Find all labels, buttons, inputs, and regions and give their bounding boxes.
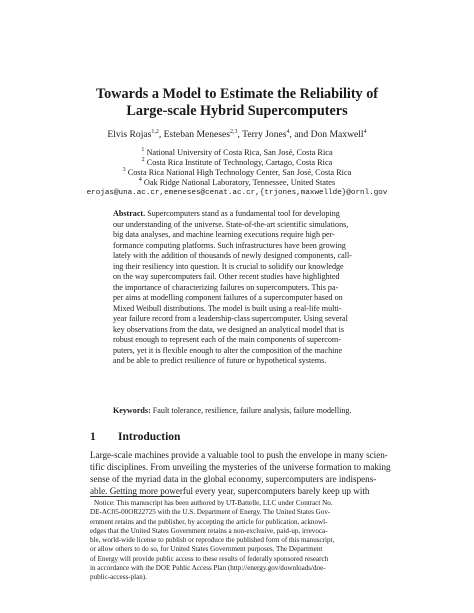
section-title: Introduction	[118, 431, 181, 443]
affiliation-line	[40, 168, 434, 178]
author-name: Don Maxwell	[310, 129, 364, 140]
section-number: 1	[90, 431, 96, 443]
abstract-line: year failure record from a leadership-class supercomputer. Using several	[113, 314, 348, 323]
footnote-line: edges that the United States Government retains a non-exclusive, paid-up, irrevoca-	[90, 526, 328, 535]
abstract-line: on the way supercomputers fail. Other recent studies have highlighted	[113, 272, 340, 281]
paper-title	[60, 86, 414, 120]
footnote-line: or allow others to do so, for United States Government purposes. The Department	[90, 545, 323, 554]
keywords-label: Keywords:	[113, 406, 151, 415]
body-line: Large-scale machines provide a valuable tool to push the envelope in many scien-	[90, 450, 388, 460]
footnote-line: ernment retains and the publisher, by accepting the article for publication, acknowl-	[90, 517, 328, 526]
author-affiliation-marker: 4	[363, 128, 367, 135]
footnote-line: ble, world-wide license to publish or reproduce the published form of this manuscript,	[90, 536, 335, 545]
affiliation-number: 2	[141, 157, 145, 164]
author-separator: ,	[237, 129, 243, 140]
introduction-paragraph	[90, 449, 391, 497]
author-separator: , and	[289, 129, 311, 140]
abstract	[113, 209, 363, 367]
author-affiliation-marker: 4	[286, 128, 290, 135]
abstract-line: the importance of characterizing failures on supercomputers. This pa-	[113, 282, 339, 292]
affiliation-number: 3	[122, 167, 126, 174]
abstract-line: formance computing platforms. Such infrastructures have been growing	[113, 240, 346, 250]
footnote-line: DE-AC05-00OR22725 with the U.S. Department of Energy. The United States Gov-	[90, 508, 331, 517]
footnote-line: Notice: This manuscript has been authored by UT-Battelle, LLC under Contract No.	[94, 499, 333, 507]
title-line-1: Towards a Model to Estimate the Reliability of	[95, 86, 379, 102]
affiliation-number: 1	[141, 147, 145, 154]
section-heading	[90, 430, 390, 444]
title-line-2: Large-scale Hybrid Supercomputers	[126, 103, 348, 119]
author-affiliation-marker: 2,3	[230, 128, 238, 135]
affiliation-text: National University of Costa Rica, San José, Costa Rica	[146, 148, 333, 157]
abstract-line: per aims at modelling component failures of a supercomputer based on	[113, 293, 343, 302]
author-name: Esteban Meneses	[163, 129, 231, 140]
abstract-label: Abstract.	[113, 209, 146, 218]
abstract-line: ing their resiliency into question. It is crucial to solidify our knowledge	[113, 261, 344, 271]
body-line: tific disciplines. From unveiling the mysteries of the universe formation to making	[90, 462, 391, 472]
abstract-line: puters, yet it is flexible enough to alter the composition of the machine	[113, 345, 343, 355]
footnote-line: in accordance with the DOE Public Access Plan (http://energy.gov/downloads/doe-	[90, 564, 326, 573]
affiliations	[40, 148, 434, 198]
abstract-line: our understanding of the universe. State-of-the-art scientific simulations,	[113, 219, 349, 229]
abstract-line: lately with the addition of thousands of newly designed components, call-	[113, 251, 352, 260]
author-list	[40, 129, 434, 141]
footnote-rule	[90, 496, 180, 497]
body-line: able. Getting more powerful every year, supercomputers barely keep up with	[90, 486, 370, 496]
abstract-line: Abstract. Supercomputers stand as a fundamental tool for developing	[113, 209, 340, 218]
affiliation-line	[40, 148, 434, 158]
author-emails[interactable]: erojas@una.ac.cr,emeneses@cenat.ac.cr,{trjones,maxwellde}@ornl.gov	[86, 189, 388, 197]
footnote-line: public-access-plan).	[90, 573, 147, 582]
abstract-line: key observations from the data, we designed an analytical model that is	[113, 324, 345, 334]
affiliation-line	[40, 158, 434, 168]
affiliation-line	[40, 178, 434, 188]
abstract-line: and be able to predict resilience of future or hypothetical systems.	[113, 356, 327, 365]
affiliation-text: Costa Rica Institute of Technology, Cartago, Costa Rica	[146, 158, 333, 167]
keywords-text: Fault tolerance, resilience, failure analysis, failure modelling.	[152, 406, 352, 415]
author-affiliation-marker: 1,2	[151, 128, 159, 135]
affiliation-text: Oak Ridge National Laboratory, Tennessee, United States	[143, 178, 336, 187]
author-name: Terry Jones	[242, 129, 287, 140]
author-separator: ,	[158, 129, 164, 140]
affiliation-number: 4	[138, 177, 142, 184]
abstract-line: Mixed Weibull distributions. The model is built using a real-life multi-	[113, 303, 342, 313]
footnote-line: of Energy will provide public access to these results of federally sponsored research	[90, 554, 329, 563]
footnote	[90, 499, 386, 583]
body-line: sense of the myriad data in the global economy, supercomputers are indispens-	[90, 474, 377, 484]
affiliation-text: Costa Rica National High Technology Center, San José, Costa Rica	[127, 168, 352, 177]
abstract-line: robust enough to represent each of the main components of supercom-	[113, 335, 341, 344]
author-name: Elvis Rojas	[107, 129, 152, 140]
abstract-line: big data analyses, and machine learning executions require high per-	[113, 230, 335, 239]
keywords	[113, 406, 373, 417]
